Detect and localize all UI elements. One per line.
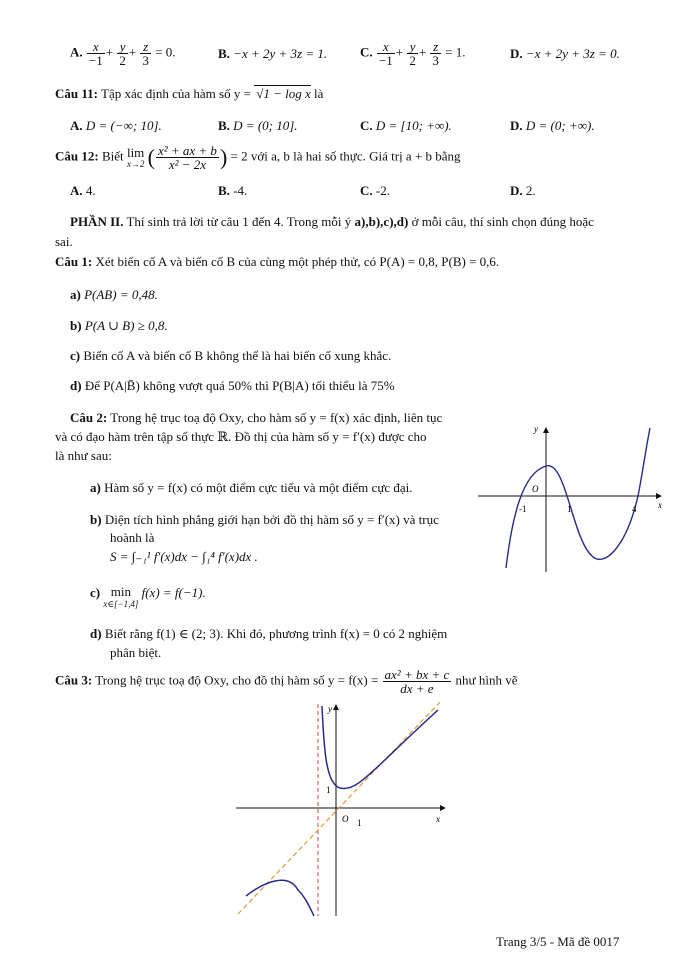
q11-option-c: C. D = [10; +∞).: [360, 118, 452, 133]
p2q2-stem-2: và có đạo hàm trên tập số thực ℝ. Đồ thị của hàm số y = f′(x) được cho: [55, 429, 427, 444]
part2-heading: PHẦN II. Thí sinh trả lời từ câu 1 đến 4. Trong mỗi ý a),b),c),d) ở mỗi câu, thí sinh chọn đúng hoặc: [70, 214, 594, 229]
q11-option-d: D. D = (0; +∞).: [510, 118, 595, 133]
graph-y-label: y: [534, 424, 538, 434]
q11-stem: Câu 11: Tập xác định của hàm số y = √1 − log x là: [55, 86, 324, 101]
q12-option-b: B. -4.: [218, 183, 248, 198]
tick-y-1: 1: [326, 785, 331, 795]
graph-origin: O: [342, 814, 349, 824]
p2q2-item-d: d) Biết rằng f(1) ∈ (2; 3). Khi đó, phương trình f(x) = 0 có 2 nghiệm: [90, 626, 448, 641]
q11-option-b: B. D = (0; 10].: [218, 118, 298, 133]
page-footer: Trang 3/5 - Mã đề 0017: [496, 934, 620, 949]
p2q2-item-b: b) Diện tích hình phẳng giới hạn bởi đồ thị hàm số y = f′(x) và trục: [90, 512, 439, 527]
derivative-graph: [474, 418, 670, 578]
curve-left-branch: [246, 880, 314, 916]
tick-minus-1: -1: [519, 504, 527, 514]
q12-option-c: C. -2.: [360, 183, 390, 198]
q10-option-a: A. $\frac{x}{-1}$ + $\frac{y}{2}$ + $\frac{z}{3}$ = 0.: [70, 39, 176, 68]
tick-1: 1: [567, 504, 572, 514]
rational-graph: [222, 700, 454, 918]
p2q1-stem: Câu 1: Xét biến cố A và biến cố B của cùng một phép thử, có P(A) = 0,8, P(B) = 0,6.: [55, 254, 500, 269]
p2q2-stem-1: Câu 2: Trong hệ trục toạ độ Oxy, cho hàm số y = f(x) xác định, liên tục: [70, 410, 443, 425]
q10-option-c: C. $\frac{x}{-1}$ + $\frac{y}{2}$ + $\frac{z}{3}$ = 1.: [360, 39, 466, 68]
p2q2-item-b-2: hoành là: [110, 530, 155, 545]
p2q1-item-a: a) P(AB) = 0,48.: [70, 287, 158, 302]
p2q3-stem: Câu 3: Trong hệ trục toạ độ Oxy, cho đồ thị hàm số y = f(x) = $\frac{\text{ax² + bx + c}}{dx + e}$ như hình vẽ: [55, 667, 518, 696]
graph-y-label: y: [328, 704, 332, 714]
curve-right-branch: [322, 706, 438, 788]
q10-option-b: B. −x + 2y + 3z = 1.: [218, 46, 328, 61]
p2q2-item-d-2: phân biệt.: [110, 645, 162, 660]
q12-stem: Câu 12: Biết lim x→2 ( $\frac{\text{x² + ax + b}}{\text{x² − 2x}}$ ) = 2 với a, b là hai số thực. Giá trị a + b bằng: [55, 143, 461, 172]
tick-4: 4: [632, 504, 637, 514]
p2q1-item-c: c) Biến cố A và biến cố B không thể là hai biến cố xung khắc.: [70, 348, 392, 363]
p2q2-stem-3: là như sau:: [55, 448, 112, 463]
p2q2-item-b-3: S = ∫₋₁¹ f′(x)dx − ∫₁⁴ f′(x)dx .: [110, 549, 258, 564]
graph-origin: O: [532, 484, 539, 494]
derivative-curve: [506, 428, 650, 568]
p2q2-item-c: c) min x∈[−1,4] f(x) = f(−1).: [90, 584, 206, 609]
graph-x-label: x: [436, 814, 440, 824]
p2q1-item-d: d) Để P(A|B̄) không vượt quá 50% thì P(B|A) tối thiểu là 75%: [70, 378, 395, 393]
graph-x-label: x: [658, 500, 662, 510]
p2q1-item-b: b) P(A ∪ B) ≥ 0,8.: [70, 318, 168, 333]
part2-heading-cont: sai.: [55, 234, 73, 249]
tick-x-1: 1: [357, 818, 362, 828]
q12-option-d: D. 2.: [510, 183, 536, 198]
q12-option-a: A. 4.: [70, 183, 96, 198]
q11-option-a: A. D = (−∞; 10].: [70, 118, 162, 133]
q10-option-d: D. −x + 2y + 3z = 0.: [510, 46, 620, 61]
p2q2-item-a: a) Hàm số y = f(x) có một điểm cực tiểu và một điểm cực đại.: [90, 480, 413, 495]
